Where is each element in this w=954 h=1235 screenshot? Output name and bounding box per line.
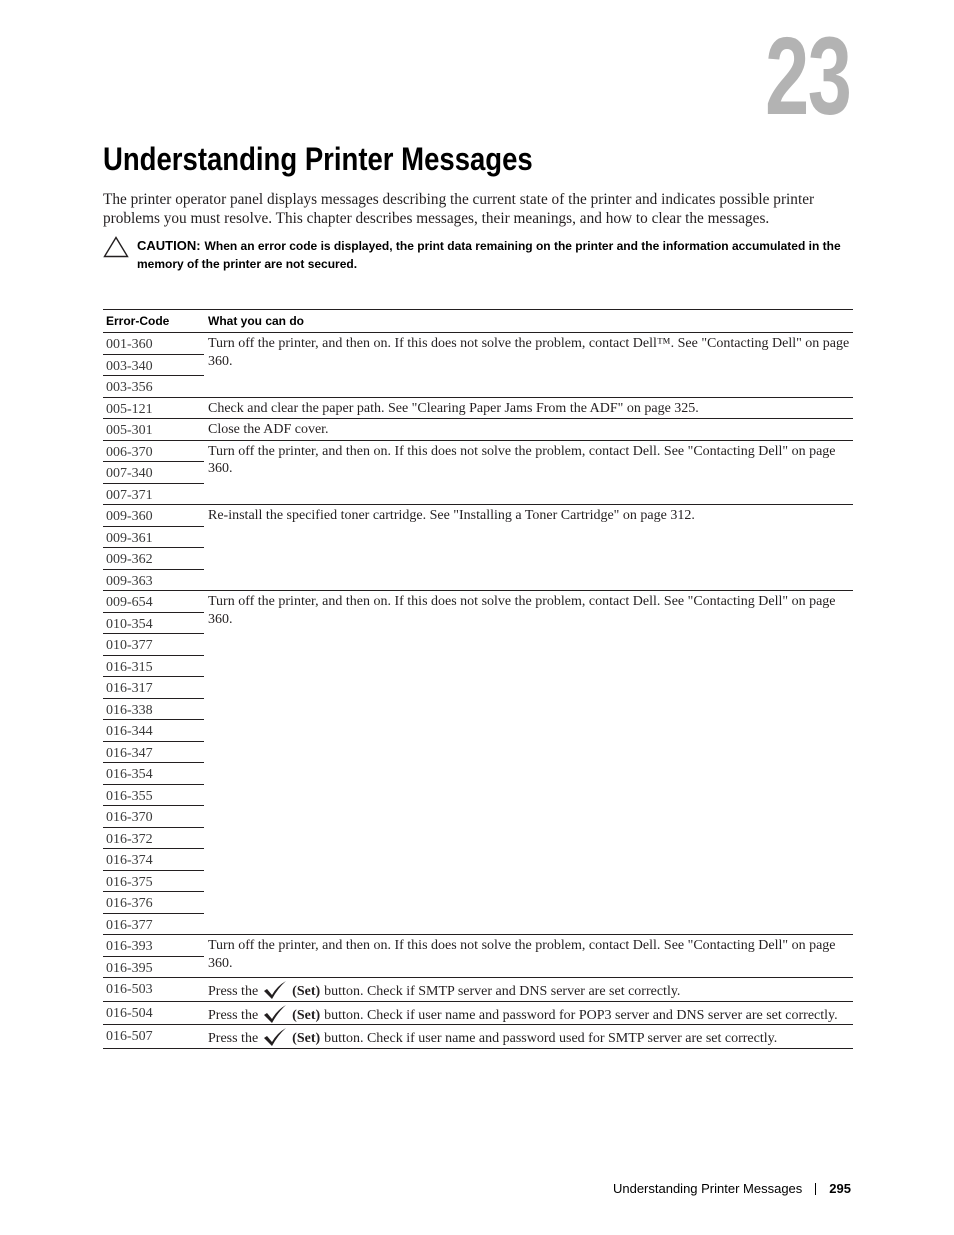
table-row	[103, 935, 853, 957]
error-code-cell: 001-360	[103, 333, 204, 355]
error-code-cell: 005-121	[103, 397, 204, 419]
table-row	[103, 591, 853, 613]
set-button-label: (Set)	[292, 1007, 321, 1023]
action-cell	[204, 978, 853, 1002]
action-text: Turn off the printer, and then on. If this does not solve the problem, contact Dell™. See "Contacting Dell" on page 360.	[208, 336, 850, 369]
action-text: Check and clear the paper path. See "Clearing Paper Jams From the ADF" on page 325.	[208, 400, 699, 416]
action-cell	[204, 440, 853, 505]
error-code-cell: 016-354	[103, 763, 204, 785]
error-code-cell: 016-344	[103, 720, 204, 742]
error-code-cell: 009-363	[103, 569, 204, 591]
error-code-cell: 007-371	[103, 483, 204, 505]
press-text: Press the	[208, 1031, 259, 1046]
error-code-cell: 005-301	[103, 419, 204, 441]
caution-text	[137, 237, 857, 273]
action-text: Turn off the printer, and then on. If this does not solve the problem, contact Dell. See "Contacting Dell" on page 360.	[208, 443, 836, 476]
action-text: Close the ADF cover.	[208, 422, 329, 437]
caution-note	[103, 236, 863, 276]
page-title: Understanding Printer Messages	[103, 141, 533, 177]
caution-label: CAUTION:	[137, 238, 201, 253]
table-row	[103, 419, 853, 441]
page-number: 295	[829, 1181, 851, 1196]
table-row	[103, 397, 853, 419]
action-cell	[204, 1025, 853, 1049]
set-button-label: (Set)	[292, 984, 321, 999]
action-text: Re-install the specified toner cartridge. See "Installing a Toner Cartridge" on page 312.	[208, 508, 695, 523]
action-text: button. Check if SMTP server and DNS server are set correctly.	[324, 984, 681, 999]
error-code-cell: 016-355	[103, 784, 204, 806]
error-code-cell: 009-362	[103, 548, 204, 570]
error-code-cell: 016-376	[103, 892, 204, 914]
table-row	[103, 333, 853, 355]
table-body	[103, 333, 853, 1049]
error-code-cell: 003-340	[103, 354, 204, 376]
error-code-cell: 007-340	[103, 462, 204, 484]
error-code-cell: 016-372	[103, 827, 204, 849]
action-cell	[204, 333, 853, 398]
checkmark-set-icon	[262, 980, 288, 1000]
action-cell	[204, 591, 853, 935]
table-row	[103, 505, 853, 527]
error-code-cell: 016-393	[103, 935, 204, 957]
page-footer	[613, 1181, 851, 1196]
footer-divider	[815, 1183, 816, 1195]
error-code-cell: 009-654	[103, 591, 204, 613]
table-row	[103, 1025, 853, 1049]
table-row	[103, 1001, 853, 1025]
error-code-cell: 003-356	[103, 376, 204, 398]
action-text: Turn off the printer, and then on. If this does not solve the problem, contact Dell. See "Contacting Dell" on page 360.	[208, 594, 836, 627]
caution-message: When an error code is displayed, the print data remaining on the printer and the information accumulated in the memory of the printer are not secured.	[137, 239, 841, 271]
action-cell	[204, 419, 853, 441]
press-text: Press the	[208, 984, 259, 999]
error-code-cell: 010-377	[103, 634, 204, 656]
error-code-cell: 010-354	[103, 612, 204, 634]
set-button-label: (Set)	[292, 1031, 321, 1046]
error-code-cell: 016-507	[103, 1025, 204, 1049]
action-text: button. Check if user name and password used for SMTP server are set correctly.	[324, 1031, 778, 1046]
error-code-cell: 016-503	[103, 978, 204, 1002]
error-code-cell: 016-375	[103, 870, 204, 892]
error-code-cell: 016-317	[103, 677, 204, 699]
error-code-cell: 016-504	[103, 1001, 204, 1025]
error-code-cell: 009-361	[103, 526, 204, 548]
error-code-cell: 016-338	[103, 698, 204, 720]
error-code-cell: 009-360	[103, 505, 204, 527]
action-cell	[204, 397, 853, 419]
action-cell	[204, 1001, 853, 1025]
chapter-number: 23	[764, 15, 850, 138]
intro-paragraph: The printer operator panel displays messages describing the current state of the printer and indicates possible printer problems you must resolve. This chapter describes messages, their meanings, and how to clear the messages.	[103, 191, 815, 227]
press-text: Press the	[208, 1007, 259, 1023]
error-code-cell: 016-370	[103, 806, 204, 828]
error-code-table	[103, 309, 853, 1049]
error-code-cell: 006-370	[103, 440, 204, 462]
table-header-row	[103, 310, 853, 333]
error-code-cell: 016-395	[103, 956, 204, 978]
checkmark-set-icon	[262, 1027, 288, 1047]
error-code-cell: 016-374	[103, 849, 204, 871]
header-error-code: Error-Code	[103, 310, 204, 333]
error-code-cell: 016-347	[103, 741, 204, 763]
caution-triangle-icon	[103, 236, 129, 258]
error-code-cell: 016-377	[103, 913, 204, 935]
action-text: Turn off the printer, and then on. If this does not solve the problem, contact Dell. See "Contacting Dell" on page 360.	[208, 938, 836, 971]
table-row	[103, 440, 853, 462]
footer-title: Understanding Printer Messages	[612, 1181, 803, 1196]
table-row	[103, 978, 853, 1002]
action-cell	[204, 935, 853, 978]
checkmark-set-icon	[262, 1004, 288, 1024]
error-code-cell: 016-315	[103, 655, 204, 677]
action-cell	[204, 505, 853, 591]
header-what-you-can-do: What you can do	[204, 310, 853, 333]
action-text: button. Check if user name and password for POP3 server and DNS server are set correctly.	[324, 1007, 838, 1023]
